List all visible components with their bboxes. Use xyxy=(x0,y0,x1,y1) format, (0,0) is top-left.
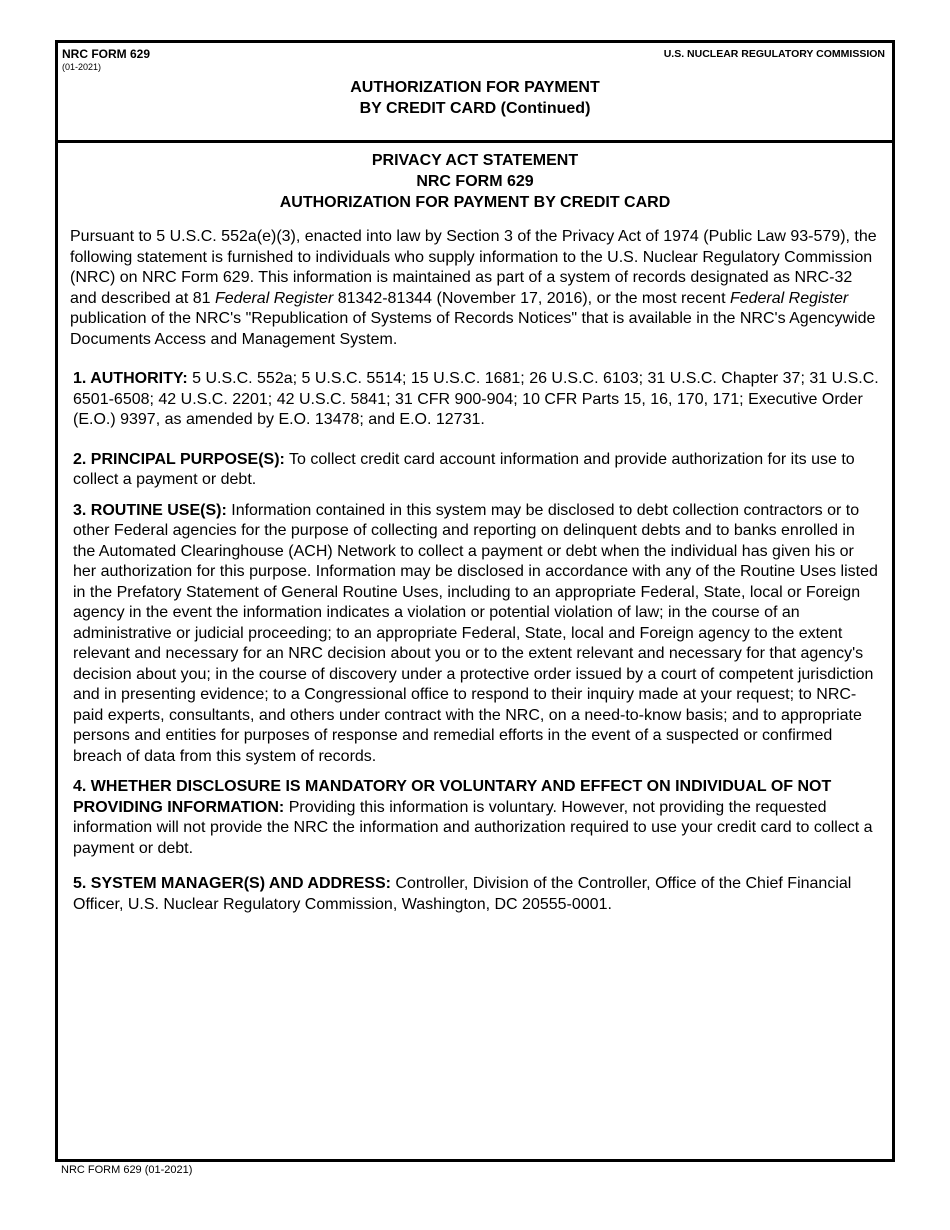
section-routine-uses-label: 3. ROUTINE USE(S): xyxy=(73,501,227,519)
form-header xyxy=(58,43,892,143)
privacy-title-line3: AUTHORIZATION FOR PAYMENT BY CREDIT CARD xyxy=(279,194,671,211)
section-routine-uses-text: Information contained in this system may be disclosed to debt collection contractors or to other Federal agencies for the purpose of collecting and reporting on delinquent debts and to banks enrolled in the Automated Clearinghouse (ACH) Network to collect a payment or debt when the individual has given his or her authorization for this purpose. Information may be disclosed in accordance with any of the Routine Uses listed in the Prefatory Statement of General Routine Uses, including to an appropriate Federal, State, local or Foreign agency in the event the information indicates a violation or potential violation of law; in the course of an administrative or judicial proceeding; to an appropriate Federal, State, local and Foreign agency to the extent relevant and necessary for an NRC decision about you or to the extent relevant and necessary for that agency's decision about you; in the course of discovery under a protective order issued by a court of competent jurisdiction and in presenting evidence; to a Congressional office to respond to their inquiry made at your request; to NRC-paid experts, consultants, and others under contract with the NRC, on a need-to-know basis; and to appropriate persons and entities for purposes of response and remedial efforts in the event of a suspected or confirmed breach of data from this system of records. xyxy=(73,501,878,765)
page-footer: NRC FORM 629 (01-2021) xyxy=(61,1164,193,1176)
section-system-manager xyxy=(73,874,880,915)
section-principal-purpose-text: To collect credit card account information and provide authorization for its use to collect a payment or debt. xyxy=(73,450,855,488)
form-title-line1: AUTHORIZATION FOR PAYMENT xyxy=(350,79,600,96)
privacy-title-line1: PRIVACY ACT STATEMENT xyxy=(371,152,579,169)
privacy-intro xyxy=(70,227,880,350)
section-system-manager-label: 5. SYSTEM MANAGER(S) AND ADDRESS: xyxy=(73,875,391,892)
section-principal-purpose xyxy=(73,450,880,491)
form-id: NRC FORM 629 xyxy=(62,47,151,61)
form-title-line2: BY CREDIT CARD (Continued) xyxy=(359,100,591,117)
intro-italic1: Federal Register xyxy=(215,289,334,307)
section-disclosure xyxy=(73,777,880,859)
intro-part3: publication of the NRC's "Republication of Systems of Records Notices" that is available in the NRC's Agencywide Documents Access and Management System. xyxy=(70,310,876,348)
section-authority-label: 1. AUTHORITY: xyxy=(73,370,188,387)
privacy-title xyxy=(58,150,892,213)
intro-part1: Pursuant to 5 U.S.C. 552a(e)(3), enacted into law by Section 3 of the Privacy Act of 1974 (Public Law 93-579), the following statement is furnished to individuals who supply information to the U.S. Nuclear Regulatory Commission (NRC) on NRC Form 629. This information is maintained as part of a system of records designated as NRC-32 and described at 81 xyxy=(70,228,877,307)
section-principal-purpose-label: 2. PRINCIPAL PURPOSE(S): xyxy=(73,450,285,468)
section-system-manager-text: Controller, Division of the Controller, Office of the Chief Financial Officer, U.S. Nuclear Regulatory Commission, Washington, DC 20555-0001. xyxy=(73,875,852,913)
form-frame xyxy=(55,40,895,1162)
agency-name: U.S. NUCLEAR REGULATORY COMMISSION xyxy=(663,48,885,60)
section-authority xyxy=(73,369,880,431)
intro-part2: 81342-81344 (November 17, 2016), or the most recent xyxy=(333,289,730,307)
form-revision: (01-2021) xyxy=(62,62,102,72)
section-routine-uses xyxy=(73,501,880,768)
section-authority-text: 5 U.S.C. 552a; 5 U.S.C. 5514; 15 U.S.C. 1681; 26 U.S.C. 6103; 31 U.S.C. Chapter 37; 31 U.S.C. 6501-6508; 42 U.S.C. 2201; 42 U.S.C. 5841; 31 CFR 900-904; 10 CFR Parts 15, 16, 170, 171; Executive Order (E.O.) 9397, as amended by E.O. 13478; and E.O. 12731. xyxy=(73,370,879,428)
privacy-title-line2: NRC FORM 629 xyxy=(416,173,534,190)
section-disclosure-text: Providing this information is voluntary. However, not providing the requested information will not provide the NRC the information and authorization required to use your credit card to collect a payment or debt. xyxy=(73,798,873,857)
section-disclosure-label: 4. WHETHER DISCLOSURE IS MANDATORY OR VOLUNTARY AND EFFECT ON INDIVIDUAL OF NOT PROVIDING INFORMATION: xyxy=(73,778,832,816)
form-title xyxy=(58,77,892,119)
intro-italic2: Federal Register xyxy=(729,289,849,307)
